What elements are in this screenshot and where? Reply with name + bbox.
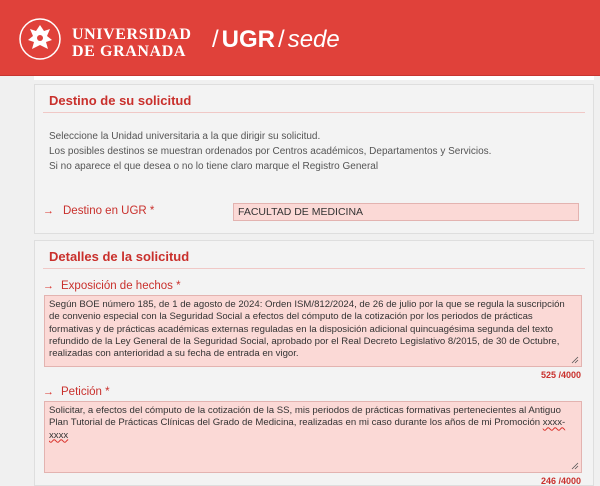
- destino-section-title: Destino de su solicitud: [49, 93, 192, 108]
- destino-section: [34, 84, 594, 234]
- resize-grip-icon[interactable]: [571, 356, 579, 364]
- resize-grip-icon[interactable]: [571, 462, 579, 470]
- exposicion-text: Según BOE número 185, de 1 de agosto de 2024: Orden ISM/812/2024, de 26 de julio por la que se regula la suscripción de convenio especial con la Seguridad Social a efectos del cómputo de la cotización por los periodos de prácticas formativas y de prácticas académicas externas reguladas en la disposición adicional quincuagésima segunda del texto refundido de la Ley General de la Seguridad Social, aprobado por el Real Decreto Legislativo 8/2015, de 30 de Octubre, realizadas con anterioridad a su fecha de entrada en vigor.: [49, 299, 565, 360]
- section-divider: [43, 112, 585, 113]
- peticion-text-misspelled: xxxx-xxxx: [49, 417, 566, 441]
- brand-slash: /: [278, 26, 285, 53]
- university-seal-icon[interactable]: [18, 17, 62, 61]
- info-line: Seleccione la Unidad universitaria a la que dirigir su solicitud.: [49, 131, 321, 142]
- peticion-textarea[interactable]: [44, 401, 582, 473]
- arrow-right-icon: →: [43, 205, 54, 217]
- info-line: Los posibles destinos se muestran ordenados por Centros académicos, Departamentos y Servicios.: [49, 146, 492, 157]
- arrow-right-icon: →: [43, 280, 54, 292]
- sede-brand[interactable]: [212, 26, 340, 54]
- destino-select[interactable]: FACULTAD DE MEDICINA: [233, 203, 579, 221]
- detalles-section: [34, 240, 594, 486]
- exposicion-textarea[interactable]: [44, 295, 582, 367]
- university-name-line2: DE GRANADA: [72, 43, 186, 60]
- destino-label: Destino en UGR *: [63, 205, 155, 217]
- brand-ugr: UGR: [221, 26, 276, 53]
- exposicion-label: Exposición de hechos *: [61, 280, 181, 292]
- brand-sede: sede: [287, 26, 340, 53]
- peticion-label: Petición *: [61, 386, 110, 398]
- detalles-section-title: Detalles de la solicitud: [49, 249, 190, 264]
- section-divider: [43, 268, 585, 269]
- site-header: [0, 0, 600, 76]
- exposicion-char-counter: 525 /4000: [540, 370, 581, 380]
- peticion-char-counter: 246 /4000: [540, 476, 581, 486]
- top-strip: [34, 76, 594, 80]
- info-line: Si no aparece el que desea o no lo tiene claro marque el Registro General: [49, 161, 379, 172]
- arrow-right-icon: →: [43, 386, 54, 398]
- destino-info: [49, 129, 491, 174]
- peticion-text: Solicitar, a efectos del cómputo de la cotización de la SS, mis periodos de prácticas formativas pertenecientes al Antiguo Plan Tutorial de Prácticas Clínicas del Grado de Medicina, realizadas en mi caso durante los años de mi Promoción: [49, 405, 561, 429]
- university-name-line1: UNIVERSIDAD: [72, 26, 192, 43]
- brand-slash: /: [212, 26, 219, 53]
